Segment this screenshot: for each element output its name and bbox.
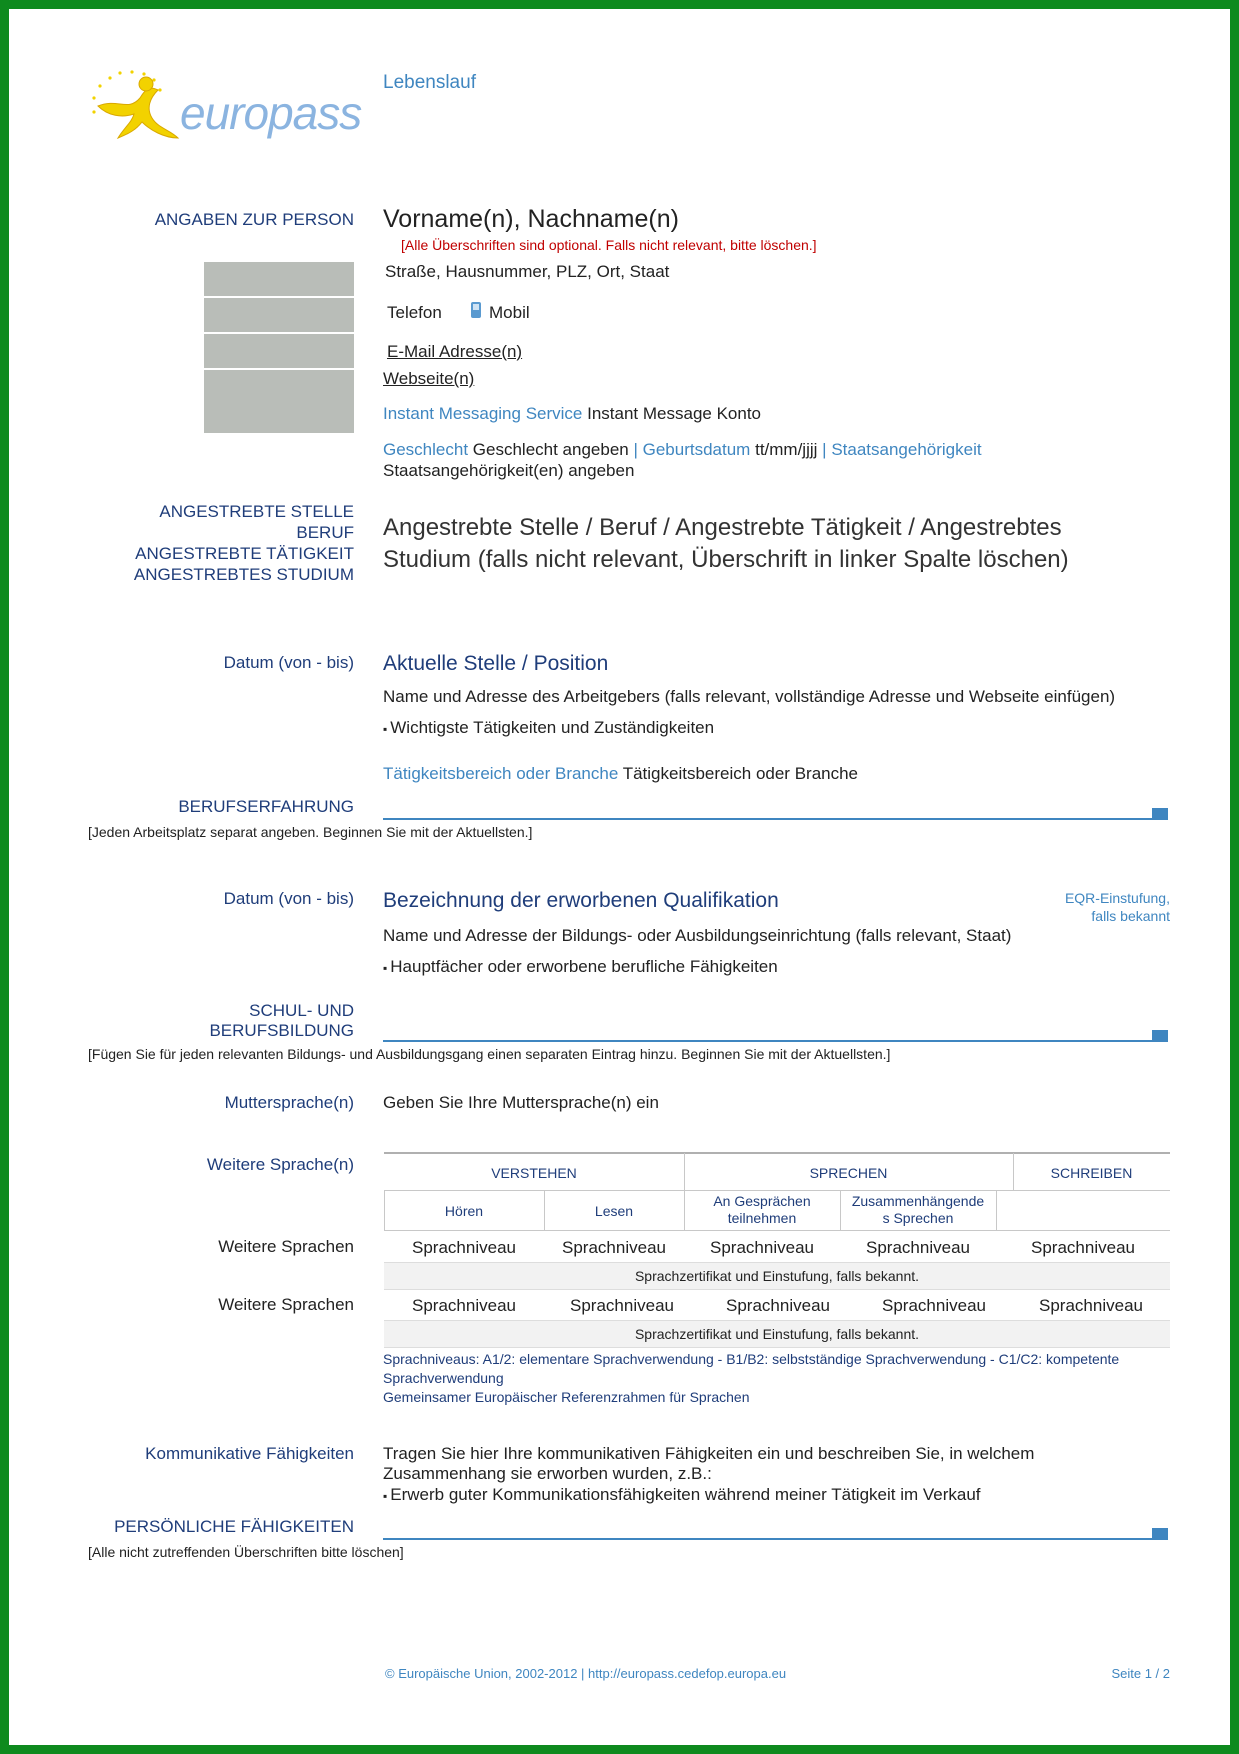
subheader-zusammen-line-2: s Sprechen xyxy=(882,1210,954,1226)
table-rule xyxy=(996,1191,997,1230)
section-label-personal: ANGABEN ZUR PERSON xyxy=(154,210,354,229)
level-reading: Sprachniveau xyxy=(562,1238,666,1257)
target-text-line-1: Angestrebte Stelle / Beruf / Angestrebte Tätigkeit / Angestrebtes xyxy=(383,514,1062,541)
section-marker-icon xyxy=(1152,1030,1168,1042)
footer-copyright: © Europäische Union, 2002-2012 | http://europass.cedefop.europa.eu xyxy=(385,1666,787,1681)
address: Straße, Hausnummer, PLZ, Ort, Staat xyxy=(385,262,670,281)
website-link[interactable]: Webseite(n) xyxy=(383,369,475,388)
eqr-level-line-2: falls bekannt xyxy=(1091,908,1170,924)
subheader-hoeren: Hören xyxy=(444,1203,484,1219)
communication-text-line-1: Tragen Sie hier Ihre kommunikativen Fähigkeiten ein und beschreiben Sie, in welchem xyxy=(383,1444,1035,1463)
section-label-work: BERUFSERFAHRUNG xyxy=(178,797,354,816)
education-date-label: Datum (von - bis) xyxy=(223,889,354,908)
table-rule xyxy=(384,1230,1170,1231)
separator: | xyxy=(822,440,827,459)
header-schreiben: SCHREIBEN xyxy=(1050,1165,1133,1181)
europass-logo xyxy=(88,68,362,148)
other-languages-label: Weitere Sprache(n) xyxy=(206,1155,354,1174)
subheader-gespraech-line-1: An Gesprächen xyxy=(713,1193,811,1209)
photo-row xyxy=(204,370,354,433)
education-subjects: ▪ Hauptfächer oder erworbene berufliche Fähigkeiten xyxy=(383,957,778,977)
level-listening: Sprachniveau xyxy=(412,1238,516,1257)
target-text-line-2: Studium (falls nicht relevant, Überschrift in linker Spalte löschen) xyxy=(383,546,1069,573)
instant-messaging-row xyxy=(383,404,761,424)
communication-bullet: ▪ Erwerb guter Kommunikationsfähigkeiten während meiner Tätigkeit im Verkauf xyxy=(383,1485,981,1505)
level-reading: Sprachniveau xyxy=(570,1296,674,1315)
levels-note-line-2: Sprachverwendung xyxy=(383,1370,504,1386)
table-rule xyxy=(384,1152,1170,1154)
im-label: Instant Messaging Service xyxy=(383,404,583,423)
level-production: Sprachniveau xyxy=(866,1238,970,1257)
language-certificate: Sprachzertifikat und Einstufung, falls bekannt. xyxy=(384,1262,1170,1290)
target-label-line-1: ANGESTREBTE STELLE xyxy=(159,502,354,521)
document-title: Lebenslauf xyxy=(383,72,476,93)
optional-headings-note: [Alle Überschriften sind optional. Falls nicht relevant, bitte löschen.] xyxy=(401,237,817,253)
nationality-label: Staatsangehörigkeit xyxy=(831,440,982,459)
section-marker-icon xyxy=(1152,808,1168,820)
level-interaction: Sprachniveau xyxy=(710,1238,814,1257)
sector-value: Tätigkeitsbereich oder Branche xyxy=(622,764,859,783)
language-row-name: Weitere Sprachen xyxy=(218,1295,354,1314)
gender-value: Geschlecht angeben xyxy=(472,440,629,459)
cefr-link[interactable]: Gemeinsamer Europäischer Referenzrahmen für Sprachen xyxy=(383,1389,750,1405)
section-rule xyxy=(383,1538,1167,1540)
table-rule xyxy=(384,1190,1170,1191)
target-label-line-3: ANGESTREBTE TÄTIGKEIT xyxy=(135,544,354,563)
person-name: Vorname(n), Nachname(n) xyxy=(383,205,679,233)
header-verstehen: VERSTEHEN xyxy=(491,1165,577,1181)
employer: Name und Adresse des Arbeitgebers (falls relevant, vollständige Adresse und Webseite einfügen) xyxy=(383,687,1116,706)
section-label-skills: PERSÖNLICHE FÄHIGKEITEN xyxy=(114,1517,354,1536)
header-sprechen: SPRECHEN xyxy=(809,1165,888,1181)
level-writing: Sprachniveau xyxy=(1031,1238,1135,1257)
section-label-education-line-2: BERUFSBILDUNG xyxy=(209,1021,354,1040)
section-rule xyxy=(383,818,1167,820)
work-activities: ▪ Wichtigste Tätigkeiten und Zuständigkeiten xyxy=(383,718,714,738)
nationality-value: Staatsangehörigkeit(en) angeben xyxy=(383,461,635,480)
mobile-label: Mobil xyxy=(489,303,530,322)
photo-row xyxy=(204,334,354,368)
email-link[interactable]: E-Mail Adresse(n) xyxy=(387,342,523,361)
gender-label: Geschlecht xyxy=(383,440,469,459)
europass-logo-text: europass xyxy=(180,87,362,139)
education-section-note: [Fügen Sie für jeden relevanten Bildungs- und Ausbildungsgang einen separaten Eintrag hinzu. Beginnen Sie mit der Aktuellsten.] xyxy=(88,1046,891,1062)
target-label-line-4: ANGESTREBTES STUDIUM xyxy=(133,565,354,584)
work-date-label: Datum (von - bis) xyxy=(223,653,354,672)
work-sector-row xyxy=(383,764,858,784)
level-writing: Sprachniveau xyxy=(1039,1296,1143,1315)
photo-row xyxy=(204,298,354,332)
photo-row xyxy=(204,262,354,296)
language-row-name: Weitere Sprachen xyxy=(218,1237,354,1256)
im-value: Instant Message Konto xyxy=(587,404,762,423)
institution: Name und Adresse der Bildungs- oder Ausbildungseinrichtung (falls relevant, Staat) xyxy=(383,926,1012,945)
section-marker-icon xyxy=(1152,1528,1168,1540)
birthdate-label: Geburtsdatum xyxy=(642,440,751,459)
levels-note-line-1: Sprachniveaus: A1/2: elementare Sprachverwendung - B1/B2: selbstständige Sprachverwendung - C1/C2: kompetente xyxy=(383,1351,1120,1367)
mother-tongue-value: Geben Sie Ihre Muttersprache(n) ein xyxy=(383,1093,659,1112)
subheader-lesen: Lesen xyxy=(594,1203,634,1219)
target-label-line-2: BERUF xyxy=(296,523,354,542)
level-interaction: Sprachniveau xyxy=(726,1296,830,1315)
sector-label: Tätigkeitsbereich oder Branche xyxy=(383,764,619,783)
personal-details-row xyxy=(383,440,982,460)
birthdate-value: tt/mm/jjjj xyxy=(755,440,818,459)
footer-page-number: Seite 1 / 2 xyxy=(1111,1666,1170,1681)
language-certificate: Sprachzertifikat und Einstufung, falls bekannt. xyxy=(384,1320,1170,1348)
communication-skills-label: Kommunikative Fähigkeiten xyxy=(145,1444,354,1463)
level-listening: Sprachniveau xyxy=(412,1296,516,1315)
mother-tongue-label: Muttersprache(n) xyxy=(224,1093,354,1112)
work-position: Aktuelle Stelle / Position xyxy=(383,652,609,675)
skills-section-note: [Alle nicht zutreffenden Überschriften bitte löschen] xyxy=(88,1544,404,1560)
separator: | xyxy=(633,440,638,459)
subheader-gespraech-line-2: teilnehmen xyxy=(727,1210,797,1226)
section-label-education-line-1: SCHUL- UND xyxy=(249,1001,354,1020)
eqr-level-line-1: EQR-Einstufung, xyxy=(1064,890,1170,906)
mobile-phone-icon xyxy=(470,301,482,319)
work-section-note: [Jeden Arbeitsplatz separat angeben. Beginnen Sie mit der Aktuellsten.] xyxy=(88,824,533,840)
phone-label: Telefon xyxy=(387,303,442,322)
section-rule xyxy=(383,1040,1167,1042)
qualification-title: Bezeichnung der erworbenen Qualifikation xyxy=(383,889,779,912)
communication-text-line-2: Zusammenhang sie erworben wurden, z.B.: xyxy=(383,1464,712,1483)
level-production: Sprachniveau xyxy=(882,1296,986,1315)
subheader-zusammen-line-1: Zusammenhängende xyxy=(851,1193,985,1209)
